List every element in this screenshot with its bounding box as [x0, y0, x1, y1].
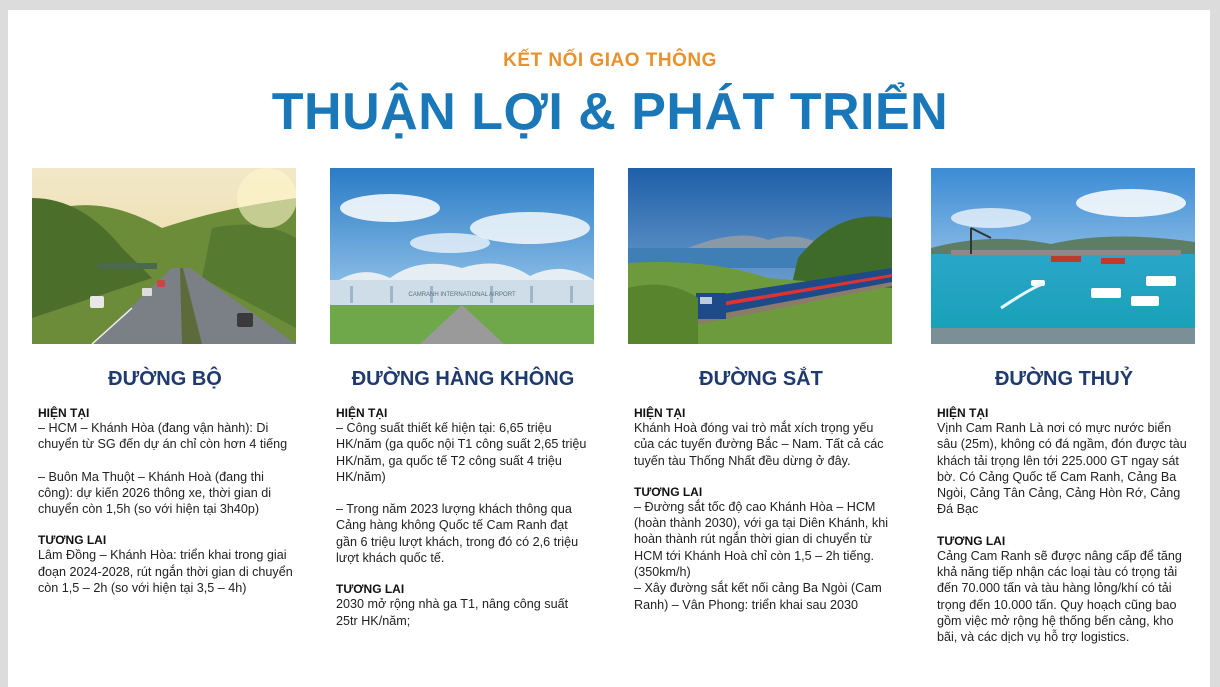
future-label: TƯƠNG LAI [634, 484, 703, 499]
future-label: TƯƠNG LAI [336, 582, 405, 597]
column-title: ĐƯỜNG HÀNG KHÔNG [351, 368, 575, 390]
column-title: ĐƯỜNG THUỶ [994, 368, 1134, 390]
future-label: TƯƠNG LAI [38, 533, 107, 548]
column-road [32, 168, 298, 596]
seaport-photo [931, 168, 1195, 344]
airport-sign: CAMRANH INTERNATIONAL AIRPORT [408, 292, 516, 298]
column-title: ĐƯỜNG BỘ [108, 368, 222, 390]
column-rail [628, 168, 894, 613]
future-paragraph: – Xây đường sắt kết nối cảng Ba Ngòi (Cam Ranh) – Vân Phong: triển khai sau 2030 [634, 581, 882, 612]
current-label: HIỆN TẠI [634, 406, 686, 420]
header-title: THUẬN LỢI & PHÁT TRIỂN [271, 83, 949, 141]
current-label: HIỆN TẠI [937, 406, 989, 420]
current-paragraph: – Công suất thiết kế hiện tại: 6,65 triệu HK/năm (ga quốc nội T1 công suất 2,65 triệu HK/năm, ga quốc tế T2 công suất 4 triệu HK/năm) [336, 421, 587, 484]
column-air [330, 168, 596, 629]
column-title: ĐƯỜNG SẮT [699, 368, 823, 390]
future-paragraph: Cảng Cam Ranh sẽ được nâng cấp để tăng khả năng tiếp nhận các loại tàu có trọng tải đến 70.000 tấn và tàu hàng lỏng/khí có tải trọng đến 10.000 tấn. Quy hoạch cũng bao gồm việc mở rộng hệ thống bến cảng, kho bãi, và các dịch vụ hỗ trợ logistics. [937, 548, 1182, 645]
current-label: HIỆN TẠI [38, 406, 90, 420]
current-paragraph: Vịnh Cam Ranh Là nơi có mực nước biển sâu (25m), không có đá ngầm, đón được tàu khách tải trọng lên tới 225.000 GT ngay sát bờ. Có Cảng Quốc tế Cam Ranh, Cảng Ba Ngòi, Cảng Tân Cảng, Cảng Hòn Rớ, Cảng Đá Bạc [937, 421, 1187, 517]
future-paragraph: 2030 mở rộng nhà ga T1, nâng công suất 25tr HK/năm; [336, 597, 569, 628]
future-label: TƯƠNG LAI [937, 533, 1006, 548]
header-kicker: KẾT NỐI GIAO THÔNG [503, 50, 717, 71]
highway-photo [32, 168, 296, 344]
column-water [931, 168, 1197, 646]
current-paragraph: Khánh Hoà đóng vai trò mắt xích trọng yếu của các tuyến đường Bắc – Nam. Tất cả các tuyến tàu Thống Nhất đều dừng ở đây. [634, 421, 884, 468]
future-paragraph: – Đường sắt tốc độ cao Khánh Hòa – HCM (hoàn thành 2030), với ga tại Diên Khánh, khi hoàn thành rút ngắn thời gian di chuyển từ HCM tới Khánh Hoà chỉ còn 1,5 – 2h tiếng. (350km/h) [634, 499, 889, 580]
future-paragraph: Lâm Đồng – Khánh Hòa: triển khai trong giai đoạn 2024-2028, rút ngắn thời gian di chuyển còn 1,5 – 2h (so với hiện tại 3,5 – 4h) [38, 548, 293, 596]
current-label: HIỆN TẠI [336, 406, 388, 420]
current-paragraph: – HCM – Khánh Hòa (đang vận hành): Di chuyển từ SG đến dự án chỉ còn hơn 4 tiếng [38, 421, 288, 452]
current-paragraph: – Trong năm 2023 lượng khách thông qua Cảng hàng không Quốc tế Cam Ranh đạt gần 6 triệu lượt khách, trong đó có 2,6 triệu lượt khách quốc tế. [336, 502, 579, 566]
railway-photo [628, 168, 892, 344]
airport-photo [330, 168, 594, 344]
current-paragraph: – Buôn Ma Thuột – Khánh Hoà (đang thi công): dự kiến 2026 thông xe, thời gian di chuyển còn 1,5h (so với hiện tại 3h40p) [38, 469, 272, 517]
